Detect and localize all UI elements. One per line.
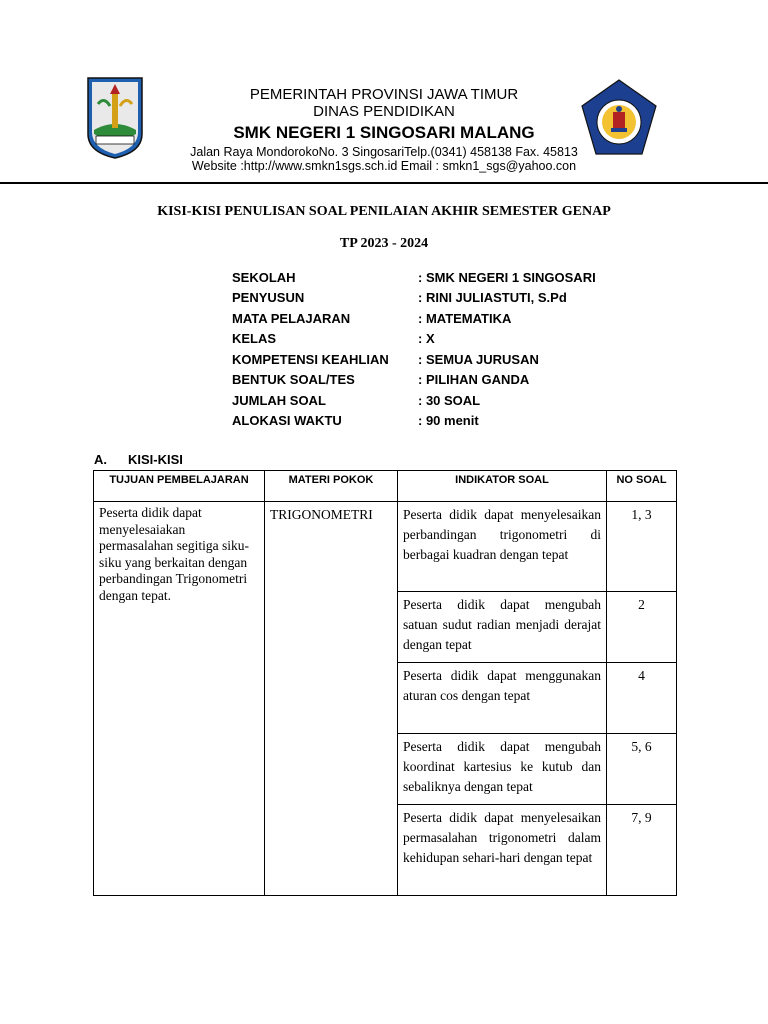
identity-block	[232, 267, 718, 431]
indikator-cell: Peserta didik dapat menggunakan aturan cos dengan tepat	[398, 663, 607, 734]
header-no-soal: NO SOAL	[607, 471, 677, 502]
info-value: : 30 SOAL	[418, 392, 481, 408]
school-website: Website :http://www.smkn1sgs.sch.id Email : smkn1_sgs@yahoo.con	[191, 159, 577, 174]
info-value: : RINI JULIASTUTI, S.Pd	[418, 290, 567, 306]
materi-cell: TRIGONOMETRI	[265, 502, 398, 896]
info-value: : SMK NEGERI 1 SINGOSARI	[418, 269, 596, 285]
no-soal-cell: 4	[607, 663, 677, 734]
info-row-kompetensi	[232, 349, 718, 370]
government-name: PEMERINTAH PROVINSI JAWA TIMUR	[249, 86, 519, 103]
header-materi: MATERI POKOK	[265, 471, 398, 502]
document-title: KISI-KISI PENULISAN SOAL PENILAIAN AKHIR SEMESTER GENAP	[157, 204, 611, 219]
info-value: : PILIHAN GANDA	[418, 372, 530, 388]
info-key: ALOKASI WAKTU	[232, 413, 342, 429]
info-row-bentuk-soal	[232, 370, 718, 391]
kisi-kisi-table	[93, 470, 677, 896]
info-key: KOMPETENSI KEAHLIAN	[232, 351, 389, 367]
indikator-cell: Peserta didik dapat menyelesaikan permasalahan trigonometri dalam kehidupan sehari-hari dengan tepat	[398, 805, 607, 896]
indikator-cell: Peserta didik dapat mengubah satuan sudut radian menjadi derajat dengan tepat	[398, 592, 607, 663]
no-soal-cell: 7, 9	[607, 805, 677, 896]
info-row-alokasi-waktu	[232, 411, 718, 432]
section-label: KISI-KISI	[128, 452, 183, 467]
info-row-penyusun	[232, 288, 718, 309]
info-row-sekolah	[232, 267, 718, 288]
department-name: DINAS PENDIDIKAN	[313, 103, 455, 121]
info-value: : 90 menit	[418, 413, 479, 429]
no-soal-cell: 1, 3	[607, 502, 677, 592]
info-row-jumlah-soal	[232, 390, 718, 411]
info-key: JUMLAH SOAL	[232, 392, 326, 408]
info-key: SEKOLAH	[232, 269, 296, 285]
indikator-cell: Peserta didik dapat mengubah koordinat kartesius ke kutub dan sebaliknya dengan tepat	[398, 734, 607, 805]
info-value: : SEMUA JURUSAN	[418, 351, 539, 367]
table-row	[94, 502, 677, 592]
table-header-row	[94, 471, 677, 502]
header-tujuan: TUJUAN PEMBELAJARAN	[94, 471, 265, 502]
info-key: BENTUK SOAL/TES	[232, 372, 355, 388]
tujuan-cell: Peserta didik dapat menyelesaiakan permasalahan segitiga siku-siku yang berkaitan dengan perbandingan Trigonometri dengan tepat.	[94, 502, 265, 896]
info-row-mata-pelajaran	[232, 308, 718, 329]
letterhead	[150, 86, 618, 174]
indikator-cell: Peserta didik dapat menyelesaikan perbandingan trigonometri di berbagai kuadran dengan tepat	[398, 502, 607, 592]
header-indikator: INDIKATOR SOAL	[398, 471, 607, 502]
academic-year: TP 2023 - 2024	[339, 236, 429, 251]
no-soal-cell: 2	[607, 592, 677, 663]
school-address: Jalan Raya MondorokoNo. 3 SingosariTelp.(0341) 458138 Fax. 45813	[190, 145, 578, 160]
school-name: SMK NEGERI 1 SINGOSARI MALANG	[233, 122, 535, 142]
section-heading	[94, 452, 183, 467]
section-number: A.	[94, 452, 107, 467]
letterhead-divider	[0, 182, 768, 184]
info-row-kelas	[232, 329, 718, 350]
province-emblem-logo	[84, 74, 146, 160]
info-key: KELAS	[232, 331, 277, 347]
info-key: MATA PELAJARAN	[232, 310, 351, 326]
info-value: : MATEMATIKA	[418, 310, 512, 326]
no-soal-cell: 5, 6	[607, 734, 677, 805]
info-value: : X	[418, 331, 435, 347]
info-key: PENYUSUN	[232, 290, 305, 306]
